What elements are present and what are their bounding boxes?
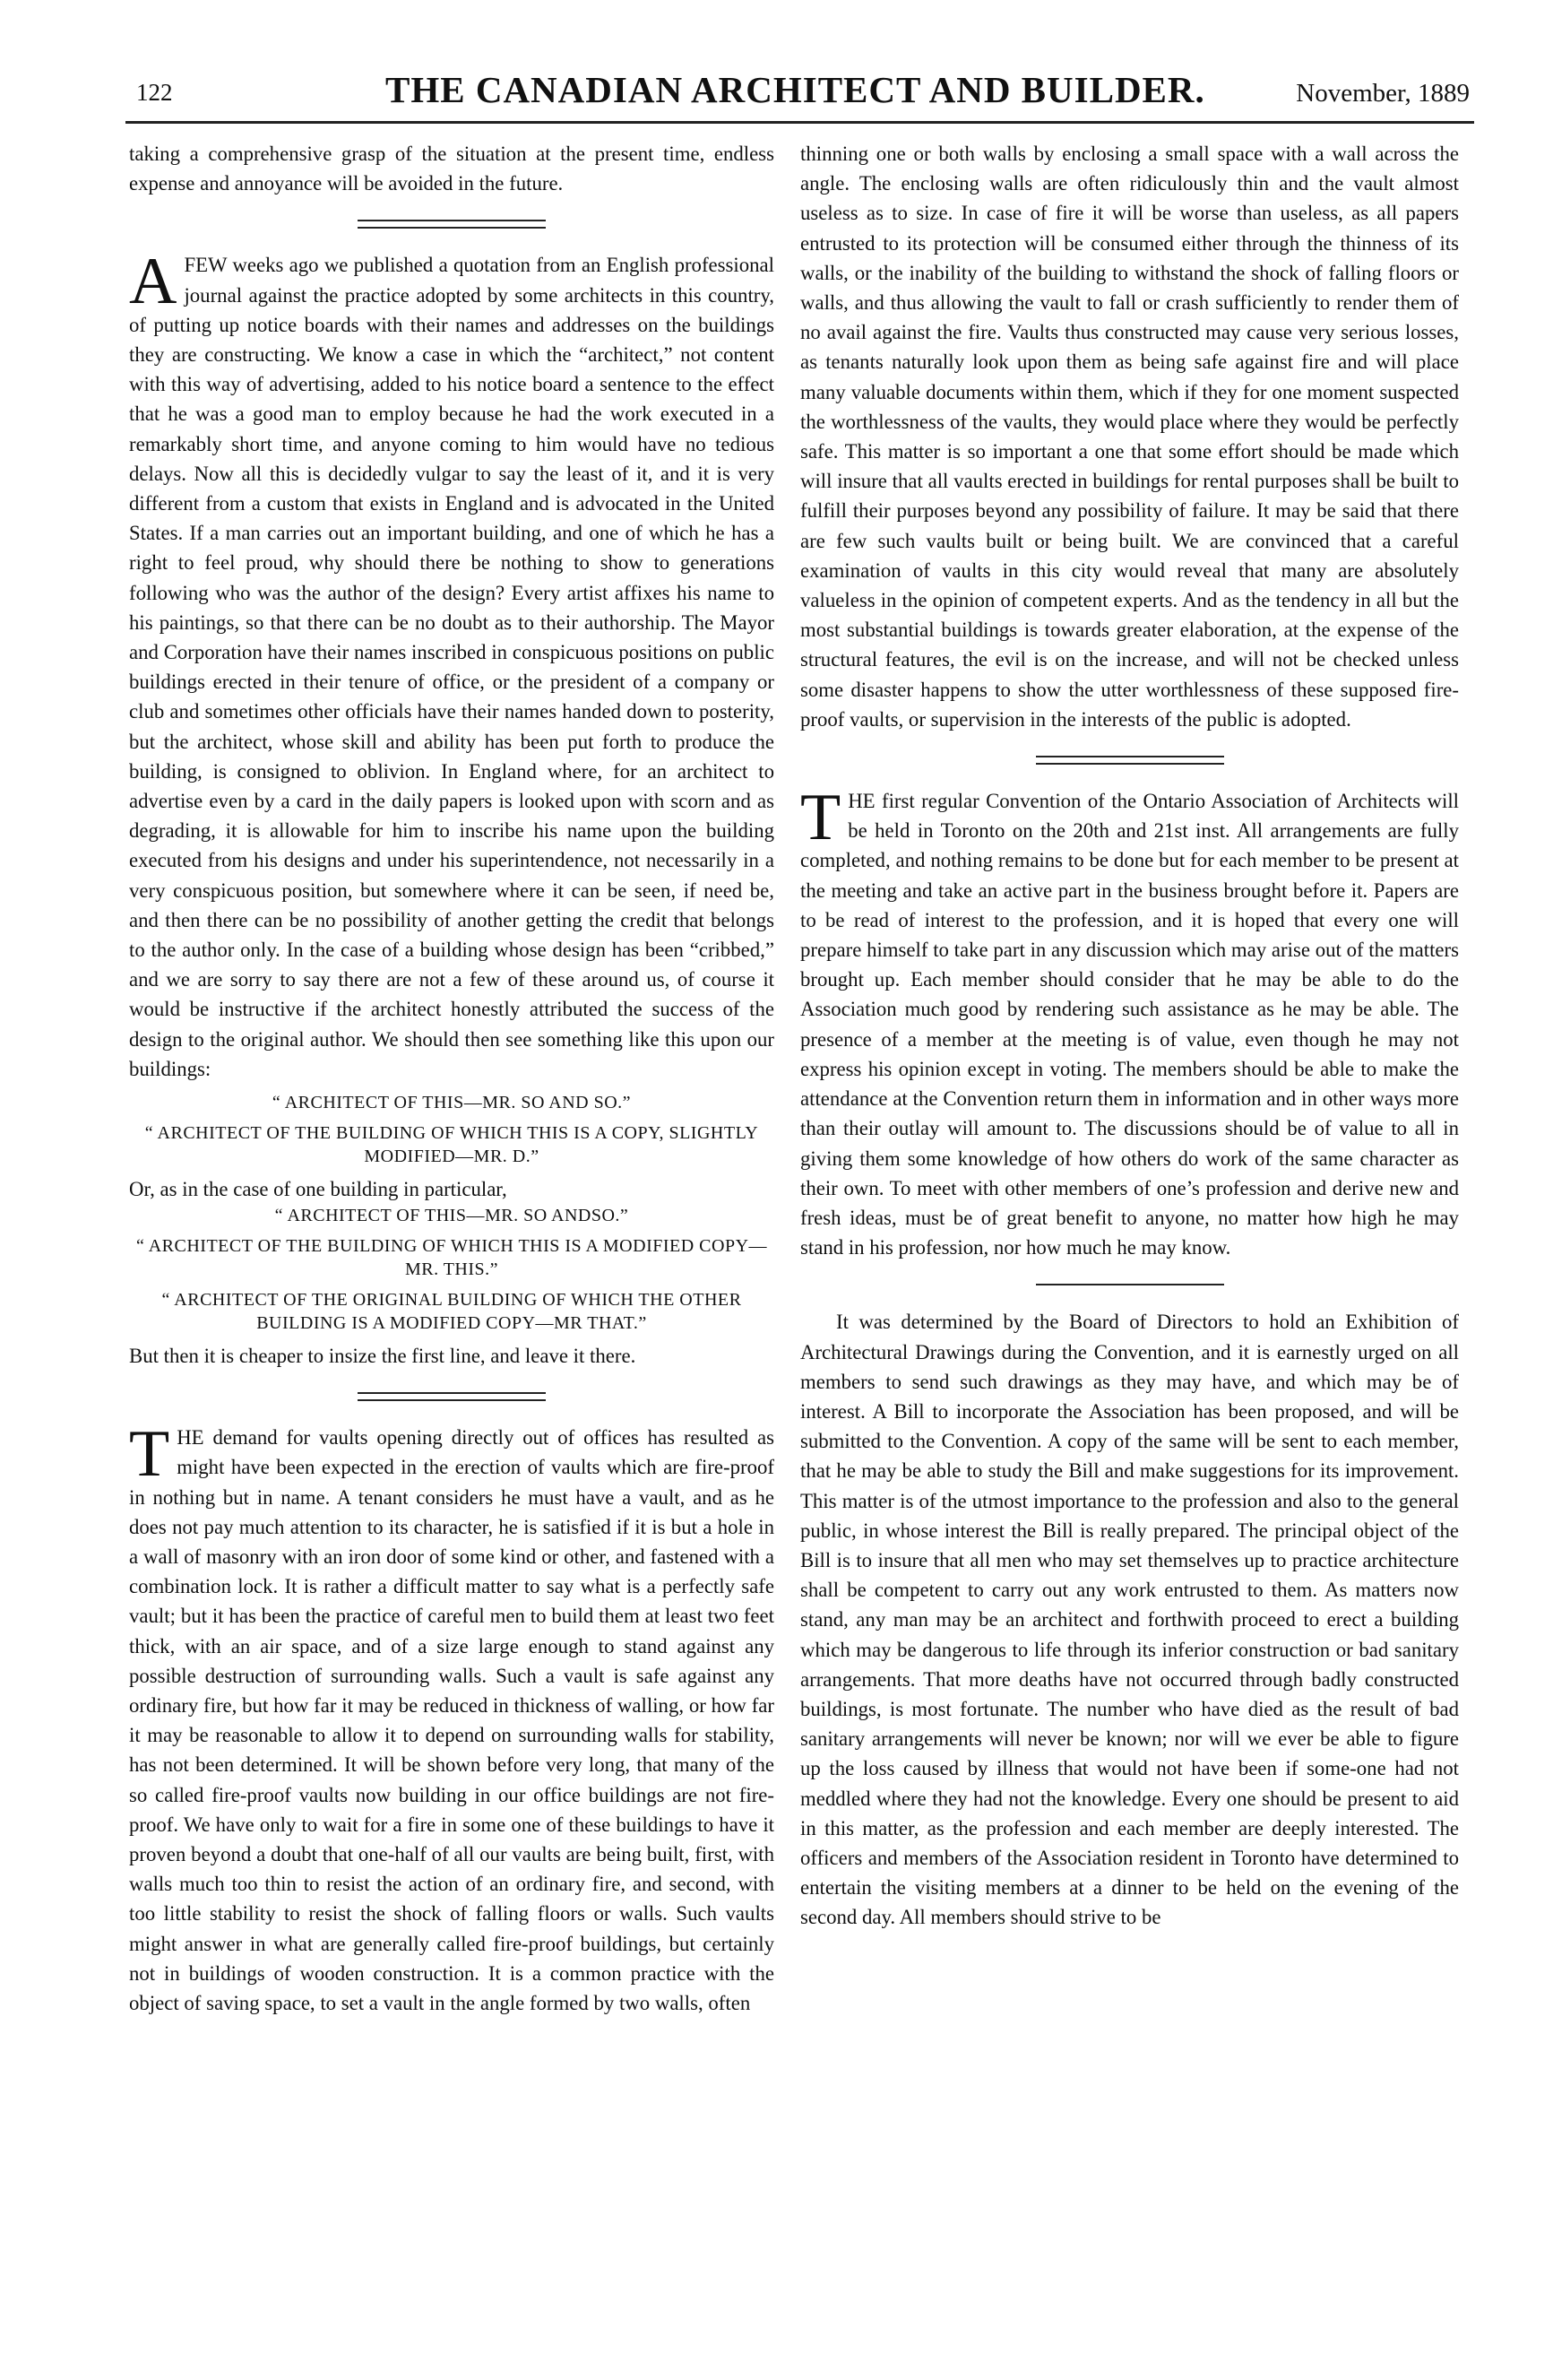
vaults-continued: thinning one or both walls by enclosing a small space with a wall across the angle. The enclosing walls are often ridiculously thin and the vault almost useless as to size. In case of fire it will be worse than useless, as all papers entrusted to its protection will be consumed either through the thinness of its walls, or the inability of the building to withstand the shock of falling floors or walls, and thus allowing the vault to fall or crash sufficiently to render them of no avail against the fire. Vaults thus constructed may cause very serious losses, as tenants naturally look upon them as being safe against fire and will place many valuable documents within them, which if they for one moment suspected the worthlessness of the vaults, they would place where they would be perfectly safe. This matter is so important a one that some effort should be made which will insure that all vaults erected in buildings for rental purposes shall be built to fulfill their purposes beyond any possibility of failure. It may be said that there are few such vaults built or being built. We are convinced that a careful examination of vaults in this city would reveal that many are absolutely valueless in the opinion of competent experts. And as the tendency in all but the most substantial buildings is towards greater elaboration, at the expense of the structural features, the evil is on the increase, and will not be checked unless some disaster happens to show the utter worthlessness of these supposed fire-proof vaults, or supervision in the interests of the public is adopted. [800, 143, 1459, 731]
article-convention [800, 781, 1459, 1262]
left-column [129, 139, 774, 2018]
article-exhibition: It was determined by the Board of Directors to hold an Exhibition of Architectural Drawings during the Convention, and it is earnestly urged on all members to send such drawings as they may have, and which may be of interest. A Bill to incorporate the Association has been proposed, and will be submitted to the Convention. A copy of the same will be sent to each member, that he may be able to study the Bill and make suggestions for its improvement. This matter is of the utmost importance to the profession and also to the general public, in whose interest the Bill is really prepared. The principal object of the Bill is to insure that all men who may set themselves up to practice architecture shall be competent to carry out any work entrusted to them. As matters now stand, any man may be an architect and forthwith proceed to erect a building which may be dangerous to life through its inferior construction or bad sanitary arrangements. That more deaths have not occurred through badly constructed buildings, is most fortunate. The number who have died as the result of bad sanitary arrangements will never be known; nor will we ever be able to figure up the loss caused by illness that would not have been if some-one had not meddled where they had not the knowledge. Every one should be present to aid in this matter, as the profession and each member are deeply interested. The officers and members of the Association resident in Toronto have determined to entertain the visiting members at a dinner to be held on the evening of the second day. All members should strive to be [800, 1311, 1459, 1929]
article-body: HE demand for vaults opening directly out of offices has resulted as might have been expected in the erection of vaults which are fire-proof in nothing but in name. A tenant considers he must have a vault, and as he does not pay much attention to its character, he is satisfied if it is but a hole in a wall of masonry with an iron door of some kind or other, and fastened with a combination lock. It is rather a difficult matter to say what is a perfectly safe vault; but it has been the practice of careful men to build them at least two feet thick, with an air space, and of a size large enough to stand against any possible destruction of surrounding walls. Such a vault is safe against any ordinary fire, but how far it may be reduced in thickness of walling, or how far it may be reasonable to allow it to depend on surrounding walls for stability, has not been determined. It will be shown before very long, that many of the so called fire-proof vaults now building in our office buildings are not fire-proof. We have only to wait for a fire in some one of these buildings to have it proven beyond a doubt that one-half of all our vaults are being built, first, with walls much too thin to resist the action of an ordinary fire, and second, with too little stability to resist the shock of falling floors or walls. Such vaults might answer in what are generally called fire-proof buildings, but certainly not in buildings of wooden construction. It is a common practice with the object of saving space, to set a vault in the angle formed by two walls, often [129, 1426, 774, 2014]
intro-paragraph: taking a comprehensive grasp of the situation at the present time, endless expense and annoyance will be avoided in the future. [129, 143, 774, 195]
article-vaults [129, 1417, 774, 2018]
section-divider [358, 1392, 546, 1401]
article-notice-boards [129, 245, 774, 1084]
article-body: FEW weeks ago we published a quotation from an English professional journal against the practice adopted by some architects in this country, of putting up notice boards with their names and addresses on the buildings they are constructing. We know a case in which the “architect,” not content with this way of advertising, added to his notice board a sentence to the effect that he was a good man to employ because he had the work executed in a remarkably short time, and anyone coming to him would have no tedious delays. Now all this is decidedly vulgar to say the least of it, and it is very different from a custom that exists in England and is advocated in the United States. If a man carries out an important building, and one of which he has a right to feel proud, why should there be nothing to show to generations following who was the author of the design? Every artist affixes his name to his paintings, so that there can be no doubt as to their authorship. The Mayor and Corporation have their names inscribed in conspicuous positions on public buildings erected in their tenure of office, or the president of a company or club and sometimes other officials have their names handed down to posterity, but the architect, whose skill and ability has been put forth to produce the building, is consigned to oblivion. In England where, for an architect to advertise even by a card in the daily papers is looked upon with scorn and as degrading, it is allowable for him to inscribe his name upon the building executed from his designs and under his superintendence, not necessarily in a very conspicuous position, but somewhere where it can be seen, if need be, and then there can be no possibility of another getting the credit that belongs to the author only. In the case of a building whose design has been “cribbed,” and we are sorry to say there are not a few of these around us, of course it would be instructive if the architect honestly attributed the success of the design to the original author. We should then see something like this upon our buildings: [129, 254, 774, 1080]
section-divider [1036, 756, 1224, 765]
quote-line: “ ARCHITECT OF THE BUILDING OF WHICH THIS IS A MODIFIED COPY—MR. THIS.” [135, 1236, 768, 1280]
page-number: 122 [136, 79, 173, 106]
drop-cap: T [800, 781, 841, 855]
section-divider [358, 220, 546, 229]
page-header [125, 63, 1470, 117]
publication-title: THE CANADIAN ARCHITECT AND BUILDER. [385, 69, 1205, 110]
section-divider [1036, 1284, 1224, 1285]
quote-line: “ ARCHITECT OF THE BUILDING OF WHICH THIS IS A COPY, SLIGHTLY MODIFIED—MR. D.” [144, 1123, 759, 1167]
article-body: HE first regular Convention of the Ontario Association of Architects will be held in Toronto on the 20th and 21st inst. All arrangements are fully completed, and nothing remains to be done but for each member to be present at the meeting and take an active part in the business brought before it. Papers are to be read of interest to the profession, and it is hoped that every one will prepare himself to take part in any discussion which may arise out of the matters brought up. Each member should consider that he may be able to do the Association much good by rendering such assistance as he may be able. The presence of a member at the meeting is of value, even though he may not express his opinion except in voting. The members should be able to make the attendance at the Convention return them in information and in other ways more than their outlay will amount to. The discussions should be of value to all in giving them some knowledge of how others do work of the same character as their own. To meet with other members of one’s profession and derive new and fresh ideas, must be of great benefit to anyone, no matter how high he may stand in his profession, nor how much he may know. [800, 790, 1459, 1259]
quote-line: “ ARCHITECT OF THE ORIGINAL BUILDING OF WHICH THE OTHER BUILDING IS A MODIFIED COPY—MR THAT.” [161, 1290, 742, 1334]
issue-date: November, 1889 [1296, 79, 1470, 108]
closing-line: But then it is cheaper to insize the first line, and leave it there. [129, 1345, 636, 1368]
quote-line: “ ARCHITECT OF THIS—MR. SO ANDSO.” [274, 1206, 629, 1226]
or-line: Or, as in the case of one building in particular, [129, 1178, 507, 1201]
drop-cap: A [129, 245, 177, 319]
quote-line: “ ARCHITECT OF THIS—MR. SO AND SO.” [272, 1093, 632, 1113]
right-column [800, 139, 1459, 1933]
drop-cap: T [129, 1417, 170, 1492]
header-rule [125, 121, 1474, 124]
